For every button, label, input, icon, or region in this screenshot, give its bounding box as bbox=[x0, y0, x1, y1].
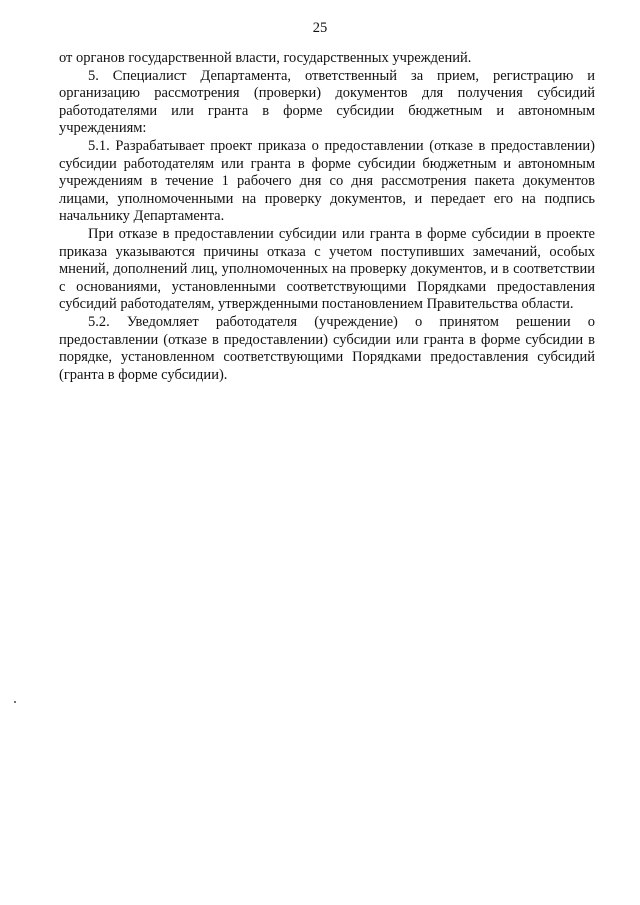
paragraph-item-5-1: 5.1. Разрабатывает проект приказа о предоставлении (отказе в предоставлении) субсидии работодателям или гранта в форме субсидии бюджетным и автономным учреждениям в течение 1 рабочего дня со дня рассмотрения пакета документов лицами, уполномоченными на проверку документов, и передает его на подпись начальнику Департамента. bbox=[59, 137, 595, 225]
page-number: 25 bbox=[312, 20, 328, 36]
paragraph-continuation: от органов государственной власти, государственных учреждений. bbox=[59, 50, 472, 66]
document-body bbox=[59, 50, 595, 384]
scan-speck bbox=[14, 701, 16, 703]
paragraph-item-5-2: 5.2. Уведомляет работодателя (учреждение) о принятом решении о предоставлении (отказе в предоставлении) субсидии или гранта в форме субсидии в порядке, установленном соответствующими Порядками предоставления субсидий (гранта в форме субсидии). bbox=[59, 313, 595, 383]
paragraph-refusal: При отказе в предоставлении субсидии или гранта в форме субсидии в проекте приказа указываются причины отказа с учетом поступивших замечаний, особых мнений, дополнений лиц, уполномоченных на проверку документов, и в соответствии с основаниями, установленными соответствующими Порядками предоставления субсидий работодателям, утвержденными постановлением Правительства области. bbox=[59, 225, 595, 313]
paragraph-item-5: 5. Специалист Департамента, ответственный за прием, регистрацию и организацию рассмотрения (проверки) документов для получения субсидий работодателями или гранта в форме субсидии бюджетным и автономным учреждениям: bbox=[59, 67, 595, 137]
